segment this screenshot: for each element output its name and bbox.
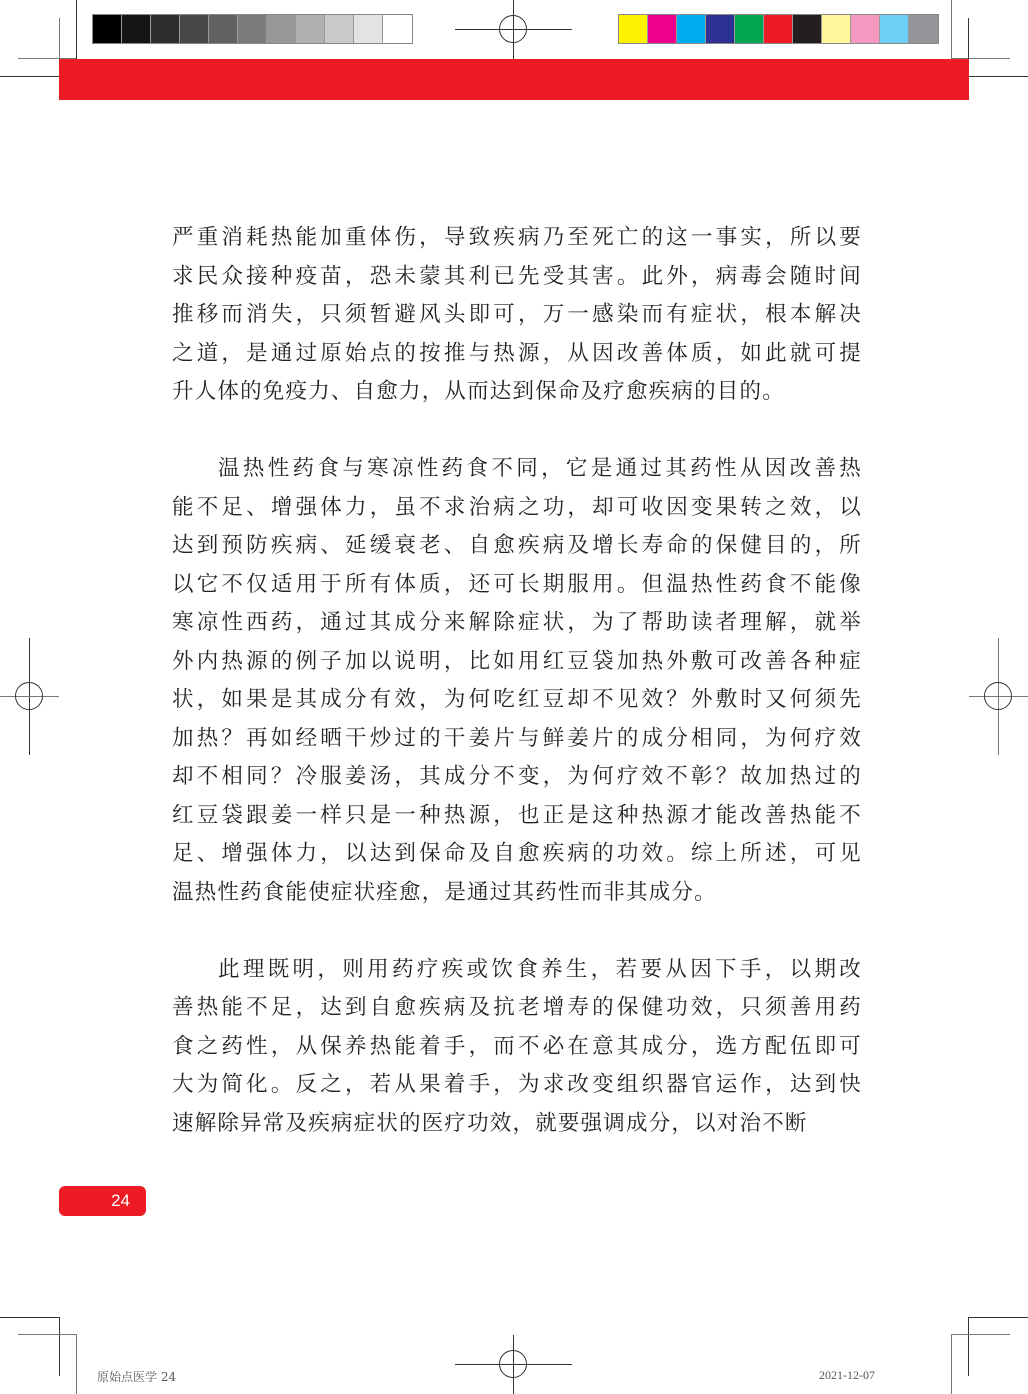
page-number-badge: 24 [59, 1186, 146, 1216]
footer-document-title: 原始点医学 24 [97, 1370, 177, 1384]
color-swatch [793, 15, 822, 43]
color-swatch [706, 15, 735, 43]
text-line: 外内热源的例子加以说明，比如用红豆袋加热外敷可改善各种症 [172, 648, 862, 674]
text-line: 加热？再如经晒干炒过的干姜片与鲜姜片的成分相同，为何疗效 [172, 725, 862, 751]
text-line: 升人体的免疫力、自愈力，从而达到保命及疗愈疾病的目的。 [172, 379, 785, 404]
grayscale-swatch [325, 15, 354, 43]
text-line: 大为简化。反之，若从果着手，为求改变组织器官运作，达到快 [172, 1072, 862, 1097]
footer-date: 2021-12-07 [819, 1368, 875, 1382]
grayscale-swatch [151, 15, 180, 43]
grayscale-swatch [238, 15, 267, 43]
grayscale-swatch-bar [92, 14, 413, 44]
text-line: 以它不仅适用于所有体质，还可长期服用。但温热性药食不能像 [172, 571, 862, 597]
text-line: 温热性药食能使症状痊愈，是通过其药性而非其成分。 [172, 879, 717, 905]
grayscale-swatch [296, 15, 325, 43]
grayscale-swatch [383, 15, 412, 43]
grayscale-swatch [354, 15, 383, 43]
text-line: 达到预防疾病、延缓衰老、自愈疾病及增长寿命的保健目的，所 [172, 533, 862, 558]
text-line: 食之药性，从保养热能着手，而不必在意其成分，选方配伍即可 [172, 1033, 862, 1059]
text-line: 速解除异常及疾病症状的医疗功效，就要强调成分，以对治不断 [172, 1110, 808, 1136]
color-swatch [677, 15, 706, 43]
text-line: 足、增强体力，以达到保命及自愈疾病的功效。综上所述，可见 [172, 841, 862, 866]
color-swatch [909, 15, 938, 43]
grayscale-swatch [209, 15, 238, 43]
grayscale-swatch [267, 15, 296, 43]
text-line: 推移而消失，只须暂避风头即可，万一感染而有症状，根本解决 [172, 302, 862, 327]
text-line: 却不相同？冷服姜汤，其成分不变，为何疗效不彰？故加热过的 [172, 764, 862, 789]
paragraph [172, 450, 862, 912]
text-line: 之道，是通过原始点的按推与热源，从因改善体质，如此就可提 [172, 340, 862, 366]
paragraph [172, 951, 862, 1144]
paragraph [172, 219, 862, 412]
header-band [59, 59, 969, 100]
color-swatch [822, 15, 851, 43]
color-swatch [764, 15, 793, 43]
text-line: 求民众接种疫苗，恐未蒙其利已先受其害。此外，病毒会随时间 [172, 263, 862, 289]
text-line: 红豆袋跟姜一样只是一种热源，也正是这种热源才能改善热能不 [172, 802, 862, 828]
color-swatch-bar [618, 14, 939, 44]
color-swatch [735, 15, 764, 43]
color-swatch [619, 15, 648, 43]
text-line: 状，如果是其成分有效，为何吃红豆却不见效？外敷时又何须先 [172, 687, 862, 712]
text-line: 温热性药食与寒凉性药食不同，它是通过其药性从因改善热 [218, 456, 862, 481]
grayscale-swatch [93, 15, 122, 43]
text-line: 此理既明，则用药疗疾或饮食养生，若要从因下手，以期改 [218, 956, 862, 982]
article-body [172, 219, 862, 1143]
text-line: 寒凉性西药，通过其成分来解除症状，为了帮助读者理解，就举 [172, 610, 862, 635]
text-line: 严重消耗热能加重体伤，导致疾病乃至死亡的这一事实，所以要 [172, 225, 862, 250]
color-swatch [880, 15, 909, 43]
grayscale-swatch [180, 15, 209, 43]
color-swatch [648, 15, 677, 43]
text-line: 能不足、增强体力，虽不求治病之功，却可收因变果转之效，以 [172, 494, 862, 520]
color-swatch [851, 15, 880, 43]
grayscale-swatch [122, 15, 151, 43]
text-line: 善热能不足，达到自愈疾病及抗老增寿的保健功效，只须善用药 [172, 995, 862, 1020]
